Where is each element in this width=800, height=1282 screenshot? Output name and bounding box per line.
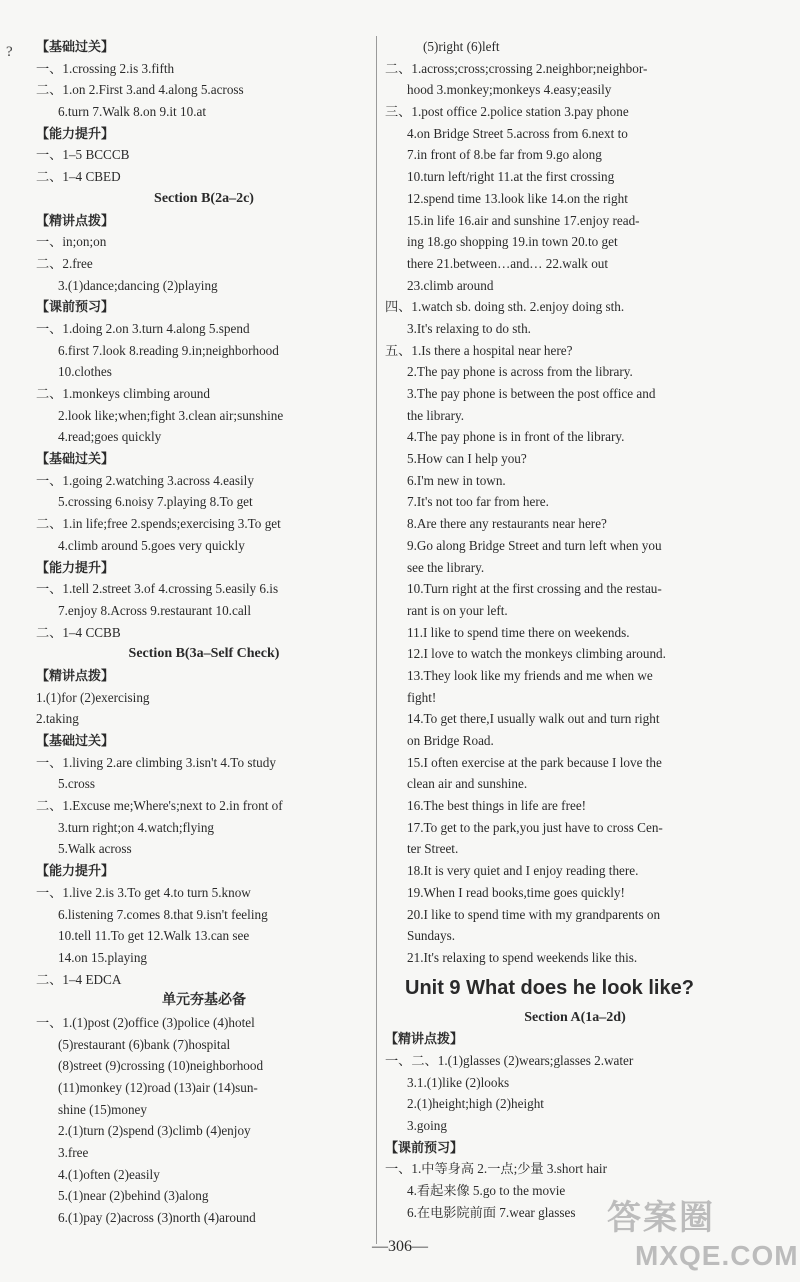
answer-line: 3.free (58, 1145, 89, 1161)
answer-line: 10.tell 11.To get 12.Walk 13.can see (58, 928, 250, 944)
answer-line: 2.(1)height;high (2)height (407, 1096, 544, 1112)
answer-line: there 21.between…and… 22.walk out (407, 255, 609, 271)
column-divider (376, 36, 377, 1244)
answer-line: 20.I like to spend time with my grandparents on (407, 906, 661, 922)
category-label: 【能力提升】 (36, 559, 115, 575)
category-label: 【能力提升】 (36, 125, 115, 141)
answer-line: 4.read;goes quickly (58, 429, 162, 445)
answer-line: 一、1.live 2.is 3.To get 4.to turn 5.know (36, 884, 251, 900)
answer-line: 一、1.doing 2.on 3.turn 4.along 5.spend (36, 320, 250, 336)
answer-line: 3.(1)dance;dancing (2)playing (58, 277, 218, 293)
answer-line: 5.cross (58, 776, 95, 792)
answer-line: 17.To get to the park,you just have to cross Cen- (407, 819, 663, 835)
answer-line: 二、1.Excuse me;Where's;next to 2.in front of (36, 798, 283, 814)
answer-line: rant is on your left. (407, 602, 508, 618)
answer-line: 五、1.Is there a hospital near here? (385, 342, 573, 358)
answer-line: 二、1–4 EDCA (36, 971, 122, 987)
right-column (385, 36, 765, 1223)
answer-line: clean air and sunshine. (407, 776, 528, 792)
answer-line: 7.It's not too far from here. (407, 494, 549, 510)
answer-line: 2.The pay phone is across from the library. (407, 364, 633, 380)
answer-line: 二、2.free (36, 255, 93, 271)
answer-line: (11)monkey (12)road (13)air (14)sun- (58, 1080, 258, 1095)
answer-line: 4.The pay phone is in front of the library. (407, 429, 625, 445)
answer-line: 5.(1)near (2)behind (3)along (58, 1188, 209, 1204)
answer-line: 3.1.(1)like (2)looks (407, 1074, 510, 1090)
answer-line: 10.turn left/right 11.at the first crossing (407, 169, 615, 185)
answer-line: 四、1.watch sb. doing sth. 2.enjoy doing sth. (385, 299, 625, 315)
answer-line: 二、1.monkeys climbing around (36, 386, 210, 401)
answer-line: 12.I love to watch the monkeys climbing around. (407, 646, 666, 662)
answer-line: 一、1.living 2.are climbing 3.isn't 4.To study (36, 754, 276, 770)
answer-line: 4.climb around 5.goes very quickly (58, 537, 245, 553)
watermark-brand: 答案圈 (607, 1198, 715, 1238)
category-label: 【课前预习】 (36, 299, 115, 315)
answer-line: ing 18.go shopping 19.in town 20.to get (407, 234, 618, 250)
category-label: 【精讲点拨】 (36, 667, 115, 683)
section-heading: Section B(3a–Self Check) (128, 646, 280, 662)
answer-line: Sundays. (407, 928, 455, 944)
margin-mark: ? (6, 44, 13, 60)
answer-line: 10.clothes (58, 364, 112, 380)
answer-line: 3.It's relaxing to do sth. (407, 320, 531, 336)
section-heading: Unit 9 What does he look like? (405, 976, 694, 999)
answer-line: 4.(1)often (2)easily (58, 1166, 160, 1182)
answer-line: 3.turn right;on 4.watch;flying (58, 819, 215, 835)
section-heading: Section A(1a–2d) (524, 1009, 626, 1025)
answer-line: 18.It is very quiet and I enjoy reading there. (407, 863, 639, 879)
left-column (36, 36, 372, 1229)
answer-line: 二、1.across;cross;crossing 2.neighbor;neighbor- (385, 60, 648, 76)
answer-line: 23.climb around (407, 277, 494, 293)
answer-line: 14.on 15.playing (58, 949, 148, 965)
answer-line: 一、1.crossing 2.is 3.fifth (36, 60, 175, 76)
answer-line: on Bridge Road. (407, 733, 494, 748)
answer-line: 6.listening 7.comes 8.that 9.isn't feeling (58, 906, 268, 922)
category-label: 【精讲点拨】 (36, 212, 115, 228)
answer-line: 9.Go along Bridge Street and turn left when you (407, 537, 662, 553)
answer-line: 16.The best things in life are free! (407, 798, 587, 814)
answer-line: (8)street (9)crossing (10)neighborhood (58, 1058, 264, 1074)
answer-line: 10.Turn right at the first crossing and the restau- (407, 581, 662, 597)
answer-line: 2.look like;when;fight 3.clean air;sunshine (58, 407, 284, 423)
answer-line: 一、1.中等身高 2.一点;少量 3.short hair (385, 1161, 607, 1177)
answer-line: 二、1–4 CBED (36, 169, 121, 185)
answer-line: 14.To get there,I usually walk out and turn right (407, 711, 660, 727)
answer-line: 6.在电影院前面 7.wear glasses (407, 1204, 576, 1220)
answer-line: 7.enjoy 8.Across 9.restaurant 10.call (58, 602, 251, 618)
answer-line: 一、二、1.(1)glasses (2)wears;glasses 2.water (385, 1052, 634, 1068)
answer-line: 一、1.(1)post (2)office (3)police (4)hotel (36, 1014, 255, 1030)
answer-line: 6.I'm new in town. (407, 472, 506, 488)
answer-line: 11.I like to spend time there on weekends. (407, 624, 630, 640)
answer-line: 6.(1)pay (2)across (3)north (4)around (58, 1210, 256, 1226)
answer-line: 4.看起来像 5.go to the movie (407, 1183, 566, 1199)
answer-line: 二、1.in life;free 2.spends;exercising 3.To get (36, 516, 281, 532)
category-label: 【课前预习】 (385, 1139, 464, 1155)
answer-line: 二、1–4 CCBB (36, 624, 121, 640)
answer-line: see the library. (407, 559, 485, 575)
watermark-url: MXQE.COM (635, 1240, 799, 1271)
answer-line: ter Street. (407, 841, 459, 857)
section-heading: Section B(2a–2c) (154, 190, 254, 206)
section-heading: 单元夯基必备 (162, 993, 246, 1009)
answer-line: 一、1.going 2.watching 3.across 4.easily (36, 472, 254, 488)
answer-line: 15.in life 16.air and sunshine 17.enjoy read- (407, 212, 640, 228)
category-label: 【精讲点拨】 (385, 1031, 464, 1047)
answer-line: (5)right (6)left (423, 39, 500, 54)
answer-line: 2.taking (36, 711, 79, 727)
answer-line: 一、1–5 BCCCB (36, 147, 130, 163)
answer-line: (5)restaurant (6)bank (7)hospital (58, 1036, 231, 1052)
answer-line: the library. (407, 407, 464, 423)
answer-line: 3.The pay phone is between the post office and (407, 386, 656, 401)
answer-line: 12.spend time 13.look like 14.on the right (407, 190, 628, 206)
answer-line: 1.(1)for (2)exercising (36, 689, 150, 705)
answer-line: 15.I often exercise at the park because I love the (407, 754, 662, 770)
watermark-logo (607, 1190, 797, 1278)
answer-line: 6.turn 7.Walk 8.on 9.it 10.at (58, 104, 207, 120)
answer-line: 一、1.tell 2.street 3.of 4.crossing 5.easily 6.is (36, 581, 279, 597)
answer-line: 7.in front of 8.be far from 9.go along (407, 147, 602, 163)
answer-line: 2.(1)turn (2)spend (3)climb (4)enjoy (58, 1123, 251, 1139)
answer-line: 3.going (407, 1118, 447, 1133)
answer-line: 19.When I read books,time goes quickly! (407, 884, 625, 900)
answer-line: 21.It's relaxing to spend weekends like this. (407, 949, 638, 965)
answer-line: fight! (407, 689, 437, 705)
answer-line: 13.They look like my friends and me when we (407, 667, 653, 683)
answer-line: 三、1.post office 2.police station 3.pay phone (385, 104, 629, 120)
answer-line: 二、1.on 2.First 3.and 4.along 5.across (36, 82, 244, 98)
category-label: 【基础过关】 (36, 39, 115, 54)
category-label: 【基础过关】 (36, 733, 115, 748)
answer-line: 5.crossing 6.noisy 7.playing 8.To get (58, 494, 253, 510)
category-label: 【基础过关】 (36, 451, 115, 467)
answer-line: 5.How can I help you? (407, 451, 527, 467)
page-number: —306— (372, 1238, 428, 1255)
answer-line: 6.first 7.look 8.reading 9.in;neighborhood (58, 342, 279, 358)
category-label: 【能力提升】 (36, 863, 115, 879)
answer-line: 4.on Bridge Street 5.across from 6.next to (407, 125, 628, 141)
answer-line: 5.Walk across (58, 841, 132, 857)
answer-line: hood 3.monkey;monkeys 4.easy;easily (407, 82, 612, 98)
answer-line: 一、in;on;on (36, 234, 107, 250)
answer-line: 8.Are there any restaurants near here? (407, 516, 607, 532)
answer-line: shine (15)money (58, 1101, 147, 1117)
